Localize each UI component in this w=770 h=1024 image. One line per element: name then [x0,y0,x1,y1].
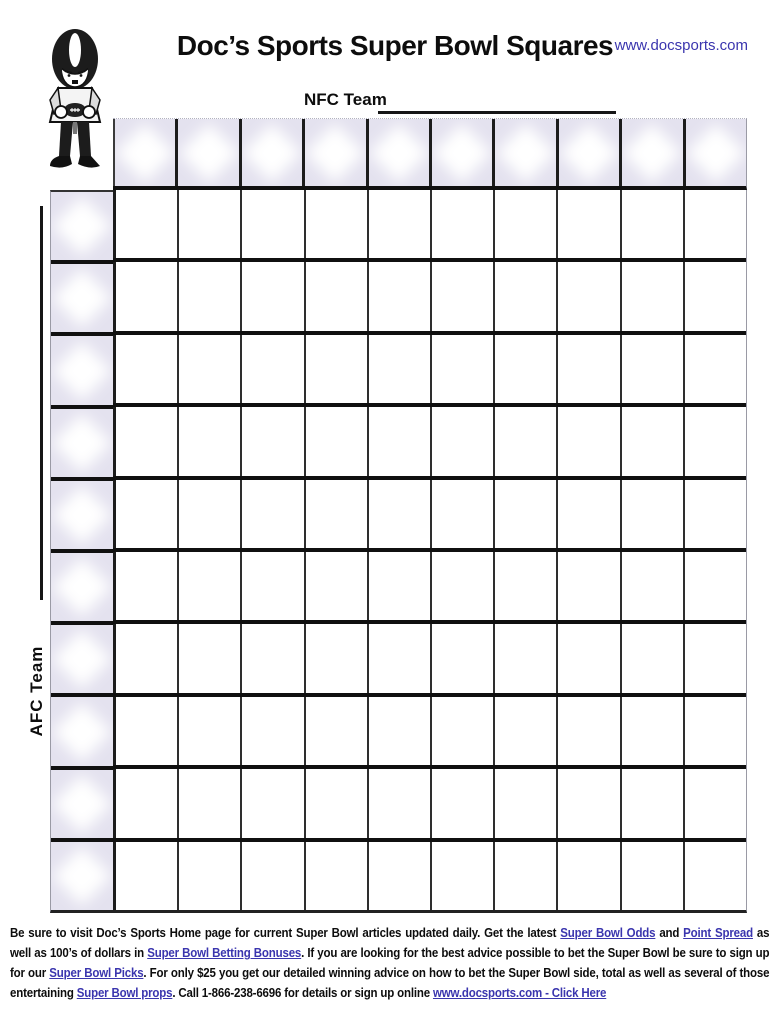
page-title: Doc’s Sports Super Bowl Squares [176,30,614,61]
square-cell[interactable] [430,697,493,765]
grid-row [113,765,746,837]
square-cell[interactable] [493,480,556,548]
square-cell[interactable] [430,624,493,692]
square-cell[interactable] [113,335,177,403]
docsports-link[interactable]: www.docsports.com [614,37,748,54]
square-cell[interactable] [177,552,240,620]
square-cell[interactable] [304,697,367,765]
square-cell[interactable] [620,335,683,403]
square-cell[interactable] [493,842,556,910]
square-cell[interactable] [683,335,746,403]
square-cell[interactable] [113,262,177,330]
square-cell[interactable] [304,335,367,403]
square-cell[interactable] [556,769,619,837]
footer-text-segment: Be sure to visit Doc’s Sports Home page for current Super Bowl articles updated daily. Get the latest [10,925,561,940]
footer-link[interactable]: Point Spread [683,925,753,940]
square-cell[interactable] [240,769,303,837]
square-cell[interactable] [240,842,303,910]
square-cell[interactable] [304,842,367,910]
square-cell[interactable] [177,480,240,548]
square-cell[interactable] [620,769,683,837]
nfc-number-cell[interactable] [366,119,429,186]
nfc-number-cell[interactable] [302,119,365,186]
square-cell[interactable] [430,407,493,475]
footer-text-segment: . Call 1-866-238-6696 for details or sign up online [172,985,433,1000]
grid-row [113,548,746,620]
square-cell[interactable] [556,407,619,475]
footer-link[interactable]: Super Bowl Betting Bonuses [147,945,302,960]
square-cell[interactable] [620,624,683,692]
square-cell[interactable] [177,769,240,837]
square-cell[interactable] [556,624,619,692]
square-cell[interactable] [430,769,493,837]
square-cell[interactable] [240,480,303,548]
square-cell[interactable] [683,842,746,910]
square-cell[interactable] [493,262,556,330]
afc-number-cell[interactable] [51,549,113,621]
square-cell[interactable] [240,407,303,475]
square-cell[interactable] [304,407,367,475]
grid-row [113,620,746,692]
square-cell[interactable] [430,552,493,620]
footer-text-segment: and [655,925,684,940]
square-cell[interactable] [177,697,240,765]
square-cell[interactable] [177,335,240,403]
football-player-illustration [28,22,123,177]
square-cell[interactable] [367,335,430,403]
nfc-number-cell[interactable] [619,119,682,186]
nfc-team-label: NFC Team [304,90,387,109]
afc-number-cell[interactable] [51,621,113,693]
square-cell[interactable] [177,842,240,910]
square-cell[interactable] [683,262,746,330]
square-cell[interactable] [683,552,746,620]
footer-text-segment: . If you are looking for the best advice possible to bet the Super Bowl be sure to sign up for our [10,945,770,980]
footer-link[interactable]: Super Bowl Odds [560,925,656,940]
square-cell[interactable] [683,407,746,475]
nfc-number-cell[interactable] [113,119,175,186]
square-cell[interactable] [683,769,746,837]
square-cell[interactable] [367,262,430,330]
square-cell[interactable] [113,190,177,258]
square-cell[interactable] [367,842,430,910]
square-cell[interactable] [304,262,367,330]
square-cell[interactable] [240,552,303,620]
square-cell[interactable] [493,552,556,620]
square-cell[interactable] [620,407,683,475]
grid-row [113,258,746,330]
grid-row [113,693,746,765]
footer-link[interactable]: Super Bowl Picks [49,965,144,980]
grid-row [113,331,746,403]
grid-row [113,838,746,910]
square-cell[interactable] [304,552,367,620]
afc-number-cell[interactable] [51,332,113,404]
afc-number-cell[interactable] [51,693,113,765]
square-cell[interactable] [113,624,177,692]
footer-text [10,923,769,1003]
square-cell[interactable] [683,480,746,548]
footer-link[interactable]: Super Bowl props [76,985,173,1000]
square-cell[interactable] [367,697,430,765]
nfc-team-name-line[interactable] [378,111,616,114]
square-cell[interactable] [620,190,683,258]
square-cell[interactable] [493,190,556,258]
square-cell[interactable] [113,480,177,548]
square-cell[interactable] [177,190,240,258]
afc-number-cell[interactable] [51,260,113,332]
afc-number-cell[interactable] [51,766,113,838]
square-cell[interactable] [493,335,556,403]
square-cell[interactable] [113,769,177,837]
square-cell[interactable] [367,407,430,475]
nfc-number-cell[interactable] [239,119,302,186]
square-cell[interactable] [430,262,493,330]
squares-grid [113,190,747,913]
afc-number-cell[interactable] [51,477,113,549]
afc-number-cell[interactable] [51,405,113,477]
square-cell[interactable] [304,624,367,692]
footer-text-segment: as well as 100’s of dollars in [10,925,770,960]
square-cell[interactable] [430,480,493,548]
square-cell[interactable] [304,190,367,258]
nfc-number-cell[interactable] [429,119,492,186]
square-cell[interactable] [367,480,430,548]
square-cell[interactable] [556,480,619,548]
square-cell[interactable] [683,190,746,258]
square-cell[interactable] [493,624,556,692]
grid-row [113,190,746,258]
square-cell[interactable] [556,697,619,765]
square-cell[interactable] [493,697,556,765]
nfc-number-header-row [113,118,747,190]
square-cell[interactable] [493,407,556,475]
square-cell[interactable] [556,190,619,258]
nfc-number-cell[interactable] [492,119,555,186]
square-cell[interactable] [620,262,683,330]
square-cell[interactable] [430,842,493,910]
square-cell[interactable] [113,407,177,475]
square-cell[interactable] [430,335,493,403]
square-cell[interactable] [367,552,430,620]
afc-number-header-column [50,190,113,913]
square-cell[interactable] [113,697,177,765]
afc-team-label: AFC Team [27,645,46,737]
square-cell[interactable] [240,335,303,403]
afc-number-cell[interactable] [51,192,113,260]
square-cell[interactable] [556,335,619,403]
square-cell[interactable] [430,190,493,258]
footer-link[interactable]: www.docsports.com - Click Here [432,985,607,1000]
square-cell[interactable] [367,769,430,837]
square-cell[interactable] [556,552,619,620]
square-cell[interactable] [620,842,683,910]
footer-text-segment: . For only $25 you get our detailed winning advice on how to bet the Super Bowl side, total as well as several of those entertaining [10,965,770,1000]
square-cell[interactable] [556,842,619,910]
square-cell[interactable] [304,480,367,548]
square-cell[interactable] [240,697,303,765]
square-cell[interactable] [620,480,683,548]
square-cell[interactable] [367,190,430,258]
grid-row [113,403,746,475]
square-cell[interactable] [240,262,303,330]
square-cell[interactable] [556,262,619,330]
nfc-number-cell[interactable] [175,119,238,186]
square-cell[interactable] [113,552,177,620]
grid-row [113,476,746,548]
square-cell[interactable] [683,697,746,765]
square-cell[interactable] [177,262,240,330]
square-cell[interactable] [683,624,746,692]
afc-team-name-line[interactable] [40,206,43,600]
square-cell[interactable] [177,624,240,692]
nfc-number-cell[interactable] [556,119,619,186]
square-cell[interactable] [620,552,683,620]
square-cell[interactable] [493,769,556,837]
nfc-number-cell[interactable] [683,119,746,186]
square-cell[interactable] [240,190,303,258]
square-cell[interactable] [367,624,430,692]
afc-number-cell[interactable] [51,838,113,910]
square-cell[interactable] [113,842,177,910]
square-cell[interactable] [304,769,367,837]
square-cell[interactable] [240,624,303,692]
square-cell[interactable] [620,697,683,765]
square-cell[interactable] [177,407,240,475]
